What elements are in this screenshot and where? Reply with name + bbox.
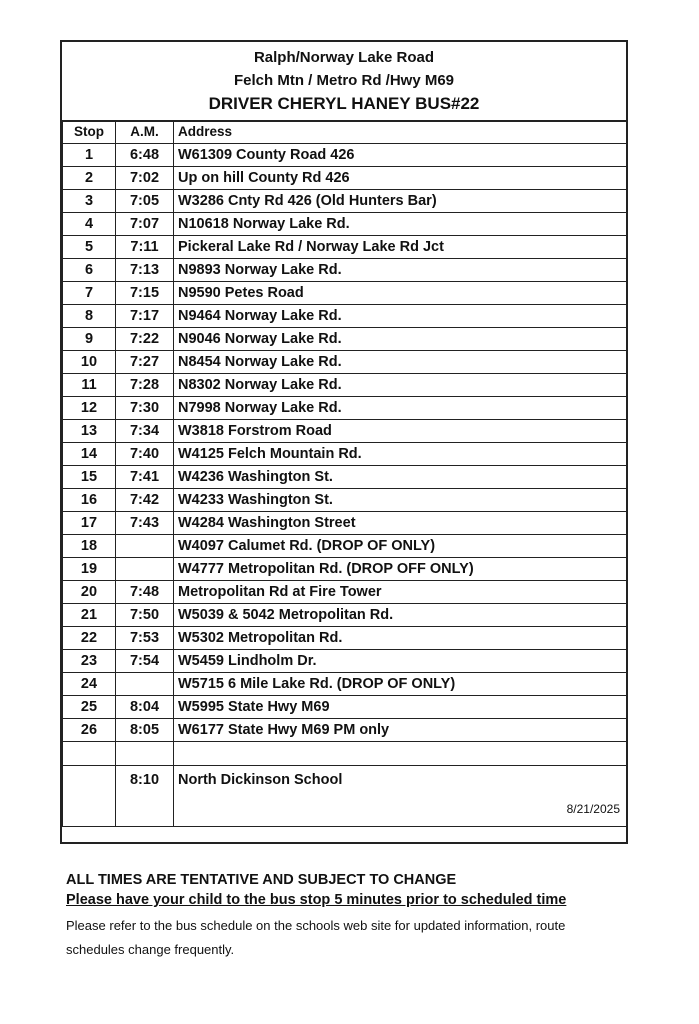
stop-time: 7:50 xyxy=(116,604,174,627)
destination-stop-cell xyxy=(63,766,116,827)
table-row xyxy=(63,558,627,581)
table-row xyxy=(63,305,627,328)
table-row xyxy=(63,328,627,351)
table-row xyxy=(63,627,627,650)
stop-number: 19 xyxy=(63,558,116,581)
blank-cell xyxy=(63,742,116,766)
stops-table xyxy=(62,120,627,827)
stop-time: 7:05 xyxy=(116,190,174,213)
stop-address: N9893 Norway Lake Rd. xyxy=(174,259,627,282)
stop-number: 2 xyxy=(63,167,116,190)
stop-time: 8:05 xyxy=(116,719,174,742)
table-row xyxy=(63,259,627,282)
stop-address: W4233 Washington St. xyxy=(174,489,627,512)
stop-time: 7:22 xyxy=(116,328,174,351)
stop-number: 16 xyxy=(63,489,116,512)
stop-address: N9046 Norway Lake Rd. xyxy=(174,328,627,351)
stop-address: W61309 County Road 426 xyxy=(174,144,627,167)
stop-address: N10618 Norway Lake Rd. xyxy=(174,213,627,236)
column-header-address: Address xyxy=(174,121,627,144)
stop-time xyxy=(116,673,174,696)
stop-number: 15 xyxy=(63,466,116,489)
stop-number: 5 xyxy=(63,236,116,259)
table-row xyxy=(63,144,627,167)
stop-address: Up on hill County Rd 426 xyxy=(174,167,627,190)
stop-address: W3286 Cnty Rd 426 (Old Hunters Bar) xyxy=(174,190,627,213)
stop-address: N9590 Petes Road xyxy=(174,282,627,305)
table-row xyxy=(63,696,627,719)
stop-address: W4777 Metropolitan Rd. (DROP OFF ONLY) xyxy=(174,558,627,581)
stop-time: 7:13 xyxy=(116,259,174,282)
schedule-info: Please refer to the bus schedule on the schools web site for updated information, route schedules change frequently. xyxy=(66,918,566,957)
table-row xyxy=(63,167,627,190)
stop-address: W5039 & 5042 Metropolitan Rd. xyxy=(174,604,627,627)
stop-time: 7:02 xyxy=(116,167,174,190)
stop-address: W3818 Forstrom Road xyxy=(174,420,627,443)
table-row xyxy=(63,489,627,512)
arrival-instruction: Please have your child to the bus stop 5 minutes prior to scheduled time xyxy=(66,892,567,908)
stop-number: 14 xyxy=(63,443,116,466)
stop-address: W5459 Lindholm Dr. xyxy=(174,650,627,673)
column-header-stop: Stop xyxy=(63,121,116,144)
destination-time: 8:10 xyxy=(116,766,174,827)
stop-time: 8:04 xyxy=(116,696,174,719)
stop-number: 24 xyxy=(63,673,116,696)
stop-time: 7:42 xyxy=(116,489,174,512)
stop-time xyxy=(116,535,174,558)
stop-time: 7:53 xyxy=(116,627,174,650)
table-row xyxy=(63,535,627,558)
stop-number: 17 xyxy=(63,512,116,535)
table-row xyxy=(63,650,627,673)
stop-number: 10 xyxy=(63,351,116,374)
stop-time: 7:54 xyxy=(116,650,174,673)
table-row xyxy=(63,351,627,374)
stop-address: W5715 6 Mile Lake Rd. (DROP OF ONLY) xyxy=(174,673,627,696)
blank-row xyxy=(63,742,627,766)
bus-schedule-sheet xyxy=(60,40,628,844)
table-row xyxy=(63,397,627,420)
stop-number: 9 xyxy=(63,328,116,351)
stop-time: 6:48 xyxy=(116,144,174,167)
stop-time: 7:43 xyxy=(116,512,174,535)
stop-address: W5302 Metropolitan Rd. xyxy=(174,627,627,650)
stop-number: 22 xyxy=(63,627,116,650)
table-row xyxy=(63,719,627,742)
driver-bus-title: DRIVER CHERYL HANEY BUS#22 xyxy=(208,94,480,113)
destination-address-cell xyxy=(174,766,627,827)
stop-number: 11 xyxy=(63,374,116,397)
stop-time: 7:28 xyxy=(116,374,174,397)
schedule-date: 8/21/2025 xyxy=(566,802,620,816)
route-roads: Felch Mtn / Metro Rd /Hwy M69 xyxy=(233,72,455,89)
stop-number: 18 xyxy=(63,535,116,558)
stop-address: N7998 Norway Lake Rd. xyxy=(174,397,627,420)
stop-number: 25 xyxy=(63,696,116,719)
table-row xyxy=(63,190,627,213)
stop-time: 7:41 xyxy=(116,466,174,489)
table-row xyxy=(63,673,627,696)
table-row xyxy=(63,420,627,443)
stop-number: 4 xyxy=(63,213,116,236)
table-row xyxy=(63,512,627,535)
stop-number: 8 xyxy=(63,305,116,328)
schedule-header xyxy=(62,42,626,122)
stop-address: N9464 Norway Lake Rd. xyxy=(174,305,627,328)
table-row xyxy=(63,604,627,627)
stop-number: 1 xyxy=(63,144,116,167)
stop-address: W4125 Felch Mountain Rd. xyxy=(174,443,627,466)
stop-address: W6177 State Hwy M69 PM only xyxy=(174,719,627,742)
stop-time: 7:07 xyxy=(116,213,174,236)
stop-time: 7:34 xyxy=(116,420,174,443)
stop-address: Pickeral Lake Rd / Norway Lake Rd Jct xyxy=(174,236,627,259)
stop-address: Metropolitan Rd at Fire Tower xyxy=(174,581,627,604)
stop-address: W4236 Washington St. xyxy=(174,466,627,489)
tentative-notice: ALL TIMES ARE TENTATIVE AND SUBJECT TO CHANGE xyxy=(66,872,457,888)
stop-address: N8302 Norway Lake Rd. xyxy=(174,374,627,397)
stop-address: W5995 State Hwy M69 xyxy=(174,696,627,719)
table-row xyxy=(63,466,627,489)
table-row xyxy=(63,213,627,236)
stop-number: 23 xyxy=(63,650,116,673)
stop-number: 7 xyxy=(63,282,116,305)
stop-number: 26 xyxy=(63,719,116,742)
blank-cell xyxy=(116,742,174,766)
stop-number: 21 xyxy=(63,604,116,627)
blank-cell xyxy=(174,742,627,766)
table-row xyxy=(63,581,627,604)
stop-number: 20 xyxy=(63,581,116,604)
stop-time: 7:15 xyxy=(116,282,174,305)
table-row xyxy=(63,374,627,397)
stop-time: 7:17 xyxy=(116,305,174,328)
stop-number: 6 xyxy=(63,259,116,282)
column-header-time: A.M. xyxy=(116,121,174,144)
stop-address: N8454 Norway Lake Rd. xyxy=(174,351,627,374)
stop-address: W4284 Washington Street xyxy=(174,512,627,535)
table-row xyxy=(63,443,627,466)
stop-address: W4097 Calumet Rd. (DROP OF ONLY) xyxy=(174,535,627,558)
stop-number: 12 xyxy=(63,397,116,420)
stop-time xyxy=(116,558,174,581)
stop-time: 7:48 xyxy=(116,581,174,604)
stop-time: 7:30 xyxy=(116,397,174,420)
route-name: Ralph/Norway Lake Road xyxy=(253,49,435,66)
stop-number: 13 xyxy=(63,420,116,443)
table-header-row xyxy=(63,121,627,144)
stop-time: 7:40 xyxy=(116,443,174,466)
stop-time: 7:11 xyxy=(116,236,174,259)
table-row xyxy=(63,236,627,259)
footer-notes xyxy=(66,872,666,962)
destination-address: North Dickinson School xyxy=(178,772,343,788)
stops-body xyxy=(63,144,627,742)
stop-time: 7:27 xyxy=(116,351,174,374)
destination-row xyxy=(63,766,627,827)
table-row xyxy=(63,282,627,305)
stop-number: 3 xyxy=(63,190,116,213)
